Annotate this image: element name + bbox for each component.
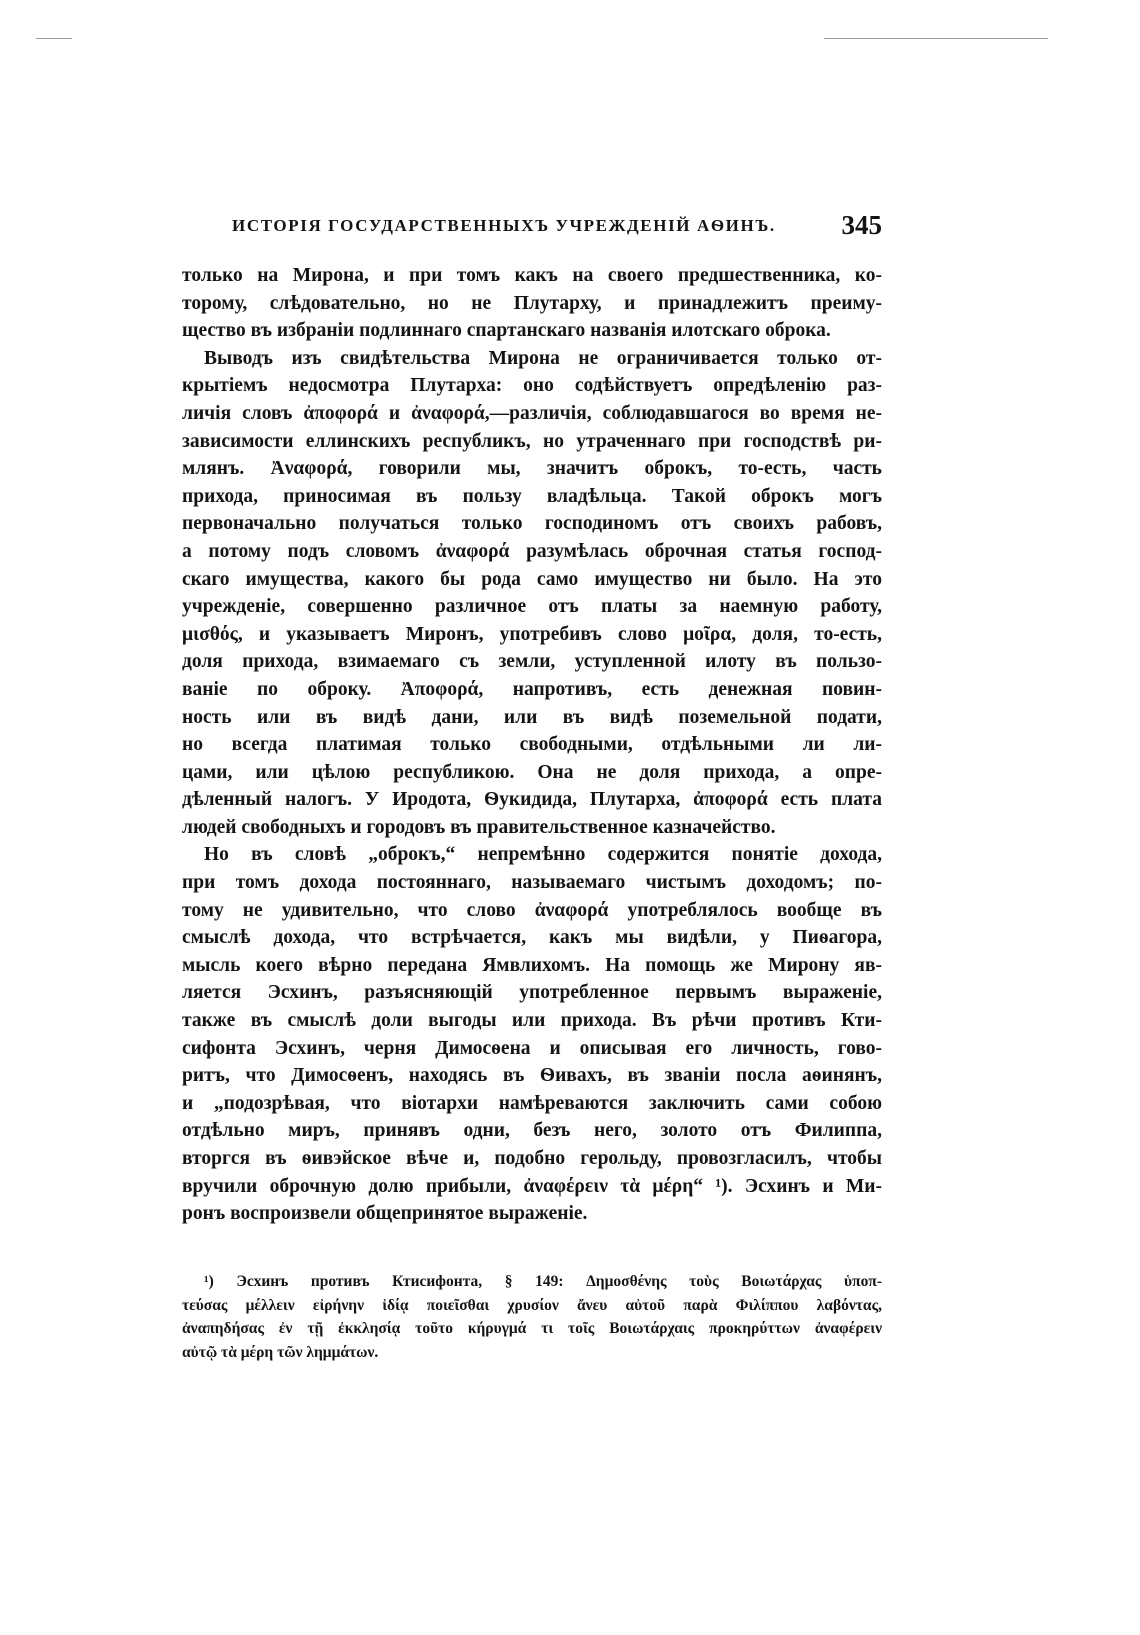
paragraph: [182, 841, 882, 1227]
text-line: Выводъ изъ свидѣтельства Мирона не ограничивается только от-: [204, 347, 882, 369]
page-number: 345: [841, 210, 882, 240]
text-line: учрежденіе, совершенно различное отъ платы за наемную работу,: [182, 596, 882, 618]
text-line: ность или въ видѣ дани, или въ видѣ поземельной подати,: [182, 706, 882, 728]
text-line: цами, или цѣлою республикою. Она не доля прихода, а опре-: [182, 761, 882, 783]
running-title: ИСТОРІЯ ГОСУДАРСТВЕННЫХЪ УЧРЕЖДЕНІЙ АѲИНЪ.: [232, 216, 776, 235]
footnotes: [182, 1270, 882, 1364]
paragraph: [182, 345, 882, 842]
text-line: а потому подъ словомъ ἀναφορά разумѣлась оброчная статья господ-: [182, 540, 882, 562]
text-line: зависимости еллинскихъ республикъ, но утраченнаго при господствѣ ри-: [182, 430, 882, 452]
text-line: торому, слѣдовательно, но не Плутарху, и принадлежитъ преиму-: [182, 292, 882, 314]
text-line: крытіемъ недосмотра Плутарха: оно содѣйствуетъ опредѣленію раз-: [182, 375, 882, 397]
text-line: мысль коего вѣрно передана Ямвлихомъ. На помощь же Мирону яв-: [182, 954, 882, 976]
text-line: щество въ избраніи подлиннаго спартанскаго названія илотскаго оброка.: [182, 320, 831, 342]
text-line: тому не удивительно, что слово ἀναφορά употреблялось вообще въ: [182, 899, 882, 921]
text-line: ¹) Эсхинъ противъ Ктисифонта, § 149: Δημοσθένης τοὺς Βοιωτάρχας ὑποπ-: [204, 1273, 882, 1290]
text-line: отдѣльно миръ, принявъ одни, безъ него, золото отъ Филиппа,: [182, 1120, 882, 1142]
text-line: ритъ, что Димосѳенъ, находясь въ Ѳивахъ, въ званіи посла аѳинянъ,: [182, 1065, 882, 1087]
text-line: первоначально получаться только господиномъ отъ своихъ рабовъ,: [182, 513, 882, 535]
text-line: также въ смыслѣ доли выгоды или прихода. Въ рѣчи противъ Кти-: [182, 1010, 882, 1032]
top-rule-right: [824, 38, 1048, 39]
text-line: вторгся въ ѳивэйское вѣче и, подобно герольду, провозгласилъ, чтобы: [182, 1148, 882, 1169]
text-line: млянъ. Ἀναφορά, говорили мы, значитъ оброкъ, то-есть, часть: [182, 458, 882, 480]
text-line: людей свободныхъ и городовъ въ правительственное казначейство.: [182, 816, 776, 838]
text-line: ἀναπηδήσας ἐν τῇ ἐκκλησίᾳ τοῦτο κήρυγμά τι τοῖς Βοιωτάρχαις προκηρύττων ἀναφέρειν: [182, 1320, 882, 1337]
text-line: ваніе по оброку. Ἀποφορά, напротивъ, есть денежная повин-: [182, 678, 882, 700]
text-line: и „подозрѣвая, что віотархи намѣреваются заключить сами собою: [182, 1092, 882, 1114]
text-line: αὐτῷ τὰ μέρη τῶν λημμάτων.: [182, 1343, 379, 1361]
text-line: Но въ словѣ „оброкъ,“ непремѣнно содержится понятіе дохода,: [204, 844, 882, 866]
text-line: τεύσας μέλλειν εἰρήνην ἰδίᾳ ποιεῖσθαι χρυσίον ἄνευ αὐτοῦ παρὰ Φιλίππου λαβόντας,: [182, 1296, 882, 1314]
text-line: но всегда платимая только свободными, отдѣльными ли ли-: [182, 734, 882, 756]
text-line: μισθός, и указываетъ Миронъ, употребивъ слово μοῖρα, доля, то-есть,: [182, 623, 882, 645]
text-line: ляется Эсхинъ, разъясняющій употребленное первымъ выраженіе,: [182, 982, 882, 1004]
text-line: ронъ воспроизвели общепринятое выраженіе.: [182, 1203, 588, 1225]
body-text: [182, 262, 882, 1228]
text-line: при томъ дохода постояннаго, называемаго чистымъ доходомъ; по-: [182, 872, 882, 894]
top-rule-left: [36, 38, 72, 39]
text-line: личія словъ ἀποφορά и ἀναφορά,—различія, соблюдавшагося во время не-: [182, 402, 882, 424]
text-line: только на Мирона, и при томъ какъ на своего предшественника, ко-: [182, 265, 882, 286]
text-line: вручили оброчную долю прибыли, ἀναφέρειν τὰ μέρη“ ¹). Эсхинъ и Ми-: [182, 1175, 882, 1197]
text-line: доля прихода, взимаемаго съ земли, уступленной илоту въ пользо-: [182, 651, 882, 673]
text-line: сифонта Эсхинъ, черня Димосѳена и описывая его личность, гово-: [182, 1037, 882, 1059]
page-header: [232, 210, 882, 246]
text-line: прихода, приносимая въ пользу владѣльца. Такой оброкъ могъ: [182, 485, 882, 507]
footnote: [182, 1270, 882, 1364]
text-line: дѣленный налогъ. У Иродота, Ѳукидида, Плутарха, ἀποφορά есть плата: [182, 789, 882, 811]
paragraph: [182, 262, 882, 345]
text-line: скаго имущества, какого бы рода само имущество ни было. На это: [182, 568, 882, 590]
text-line: смыслѣ дохода, что встрѣчается, какъ мы видѣли, у Пиѳагора,: [182, 927, 882, 949]
